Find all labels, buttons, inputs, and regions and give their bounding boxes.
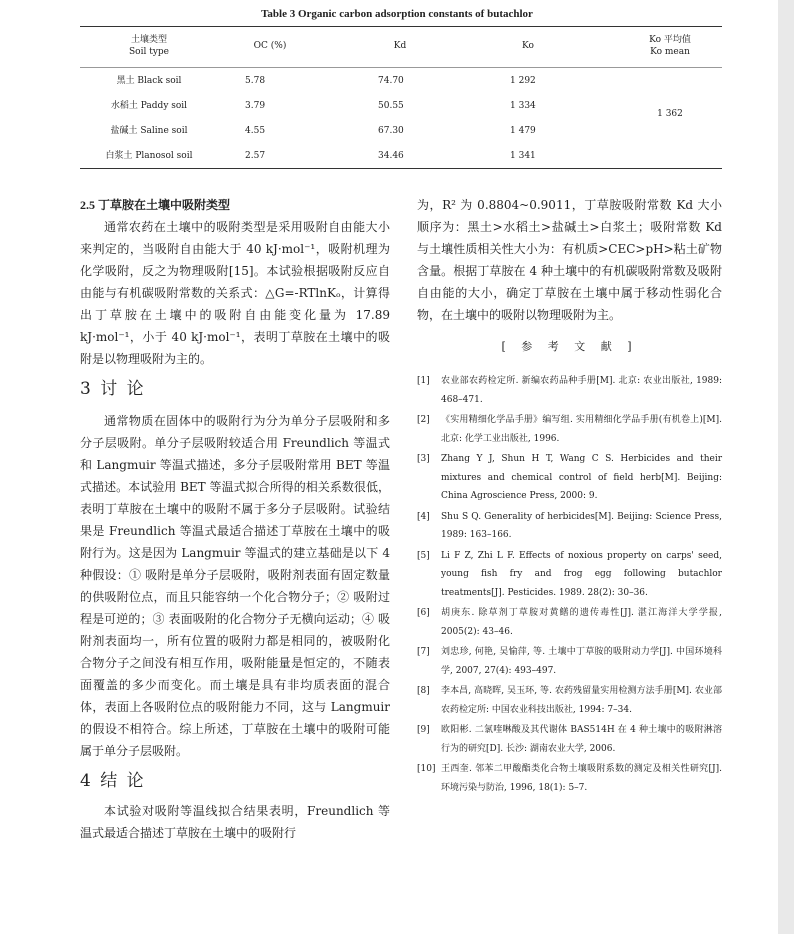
cell-ko: 1 341 bbox=[510, 151, 536, 161]
section-3-paragraph: 通常物质在固体中的吸附行为分为单分子层吸附和多分子层吸附。单分子层吸附较适合用 Freundlich 等温式和 Langmuir 等温式描述，多分子层吸附常用 BET 等温式描述。本试验用 BET 等温式拟合所得的相关系数很低，表明丁草胺在土壤中的吸附不属于多分子层吸附。试验结果是 Freundlich 等温式最适合描述丁草胺在土壤中的吸附行为。这是因为 Langmuir 等温式的建立基础是以下 4 种假设：① 吸附是单分子层吸附，吸附剂表面有固定数量的供吸附位点，而且只能容纳一个化合物分子；② 吸附过程是可逆的；③ 表面吸附的化合物分子无横向运动；④ 吸附剂表面均一，所有位置的吸附力都是相同的，被吸附化合物分子之间没有相互作用，吸附能量是恒定的，不随表面覆盖的多少而变化。而土壤是具有非均质表面的混合体，表面上各吸附位点的吸附能力不同，这与 Langmuir 的假设不相符合。综上所述，丁草胺在土壤中的吸附可能属于单分子层吸附。 bbox=[80, 414, 390, 758]
table-row bbox=[80, 68, 722, 93]
cell-soil: 水稻土 Paddy soil bbox=[110, 101, 188, 111]
table-caption: Table 3 Organic carbon adsorption constants of butachlor bbox=[261, 8, 533, 20]
header-kd: Kd bbox=[393, 41, 407, 51]
cell-oc: 2.57 bbox=[245, 151, 266, 161]
reference-item: [1] 农业部农药检定所. 新编农药品种手册[M]. 北京: 农业出版社, 1989: 468–471. bbox=[417, 376, 722, 405]
cell-ko: 1 292 bbox=[510, 76, 536, 86]
reference-item: [5] Li F Z, Zhi L F. Effects of noxious property on carps' seed, young fish fry and frog egg following butachlor treatments[J]. Pesticides. 1989. 28(2): 30–36. bbox=[417, 550, 722, 598]
cell-ko: 1 479 bbox=[510, 126, 536, 136]
reference-list bbox=[417, 372, 722, 797]
reference-item: [6] 胡庚东. 除草剂丁草胺对黄鳝的遗传毒性[J]. 湛江海洋大学学报, 2005(2): 43–46. bbox=[417, 608, 722, 637]
table-row bbox=[80, 143, 722, 168]
header-ko-mean: Ko 平均值 Ko mean bbox=[649, 35, 691, 57]
header-soil-type: 土壤类型 Soil type bbox=[129, 35, 169, 57]
adsorption-table bbox=[80, 26, 722, 169]
cell-kd: 50.55 bbox=[378, 101, 404, 111]
cell-kd: 34.46 bbox=[378, 151, 404, 161]
reference-item: [10] 王西奎. 邻苯二甲酸酯类化合物土壤吸附系数的测定及相关性研究[J]. 环境污染与防治, 1996, 18(1): 5–7. bbox=[417, 764, 722, 793]
reference-item: [3] Zhang Y J, Shun H T, Wang C S. Herbicides and their mixtures and chemical control of field herb[M]. Beijing: China Agroscience Press, 2000: 9. bbox=[417, 454, 722, 501]
cell-kd: 67.30 bbox=[378, 126, 404, 136]
section-4-heading: 4 结 论 bbox=[80, 771, 146, 791]
conclusion-continued: 为，R² 为 0.8804~0.9011，丁草胺吸附常数 Kd 大小顺序为：黑土>水稻土>盐碱土>白浆土；吸附常数 Kd 与土壤性质相关性大小为：有机质>CEC>pH>粘土矿物含量。根据丁草胺在 4 种土壤中的有机碳吸附常数及吸附自由能的大小，确定丁草胺在土壤中属于移动性弱化合物，在土壤中的吸附以物理吸附为主。 bbox=[417, 198, 722, 322]
cell-soil: 黑土 Black soil bbox=[116, 76, 182, 86]
cell-soil: 盐碱土 Saline soil bbox=[110, 126, 188, 136]
section-2-5-paragraph: 通常农药在土壤中的吸附类型是采用吸附自由能大小来判定的，当吸附自由能大于 40 kJ·mol⁻¹，吸附机理为化学吸附，反之为物理吸附[15]。本试验根据吸附反应自由能与有机碳吸附常数的关系式：△G=-RTlnKₒ，计算得出丁草胺在土壤中的吸附自由能变化量为 17.89 kJ·mol⁻¹，小于 40 kJ·mol⁻¹，表明丁草胺在土壤中的吸附是以物理吸附为主的。 bbox=[80, 220, 390, 366]
reference-item: [7] 刘忠珍, 何艳, 吴愉萍, 等. 土壤中丁草胺的吸附动力学[J]. 中国环境科学, 2007, 27(4): 493–497. bbox=[417, 647, 722, 676]
table-row bbox=[80, 118, 722, 143]
section-3-heading: 3 讨 论 bbox=[80, 379, 146, 399]
section-2-5-heading: 2.5 丁草胺在土壤中吸附类型 bbox=[80, 198, 231, 212]
cell-oc: 3.79 bbox=[245, 101, 266, 111]
cell-ko: 1 334 bbox=[510, 101, 536, 111]
reference-item: [4] Shu S Q. Generality of herbicides[M]. Beijing: Science Press, 1989: 163–166. bbox=[417, 511, 722, 540]
left-column bbox=[80, 194, 390, 844]
right-column bbox=[417, 194, 722, 799]
reference-item: [2] 《实用精细化学品手册》编写组. 实用精细化学品手册(有机卷上)[M]. 北京: 化学工业出版社, 1996. bbox=[417, 415, 722, 444]
cell-soil: 白浆土 Planosol soil bbox=[105, 151, 193, 161]
cell-ko-mean: 1 362 bbox=[657, 109, 683, 119]
cell-oc: 4.55 bbox=[245, 126, 266, 136]
section-4-paragraph: 本试验对吸附等温线拟合结果表明，Freundlich 等温式最适合描述丁草胺在土壤中的吸附行 bbox=[80, 804, 390, 840]
reference-item: [9] 欧阳彬. 二氯喹啉酸及其代谢体 BAS514H 在 4 种土壤中的吸附淋溶行为的研究[D]. 长沙: 湖南农业大学, 2006. bbox=[417, 725, 722, 754]
cell-oc: 5.78 bbox=[245, 76, 266, 86]
cell-kd: 74.70 bbox=[378, 76, 404, 86]
header-ko: Ko bbox=[522, 41, 534, 51]
table-header-row bbox=[80, 27, 722, 68]
reference-item: [8] 李本昌, 高晓晖, 吴玉环, 等. 农药残留量实用检测方法手册[M]. 农业部农药检定所: 中国农业科技出版社, 1994: 7–34. bbox=[417, 686, 722, 715]
references-heading: [ 参 考 文 献 ] bbox=[501, 340, 638, 353]
header-oc: OC (%) bbox=[253, 41, 287, 51]
